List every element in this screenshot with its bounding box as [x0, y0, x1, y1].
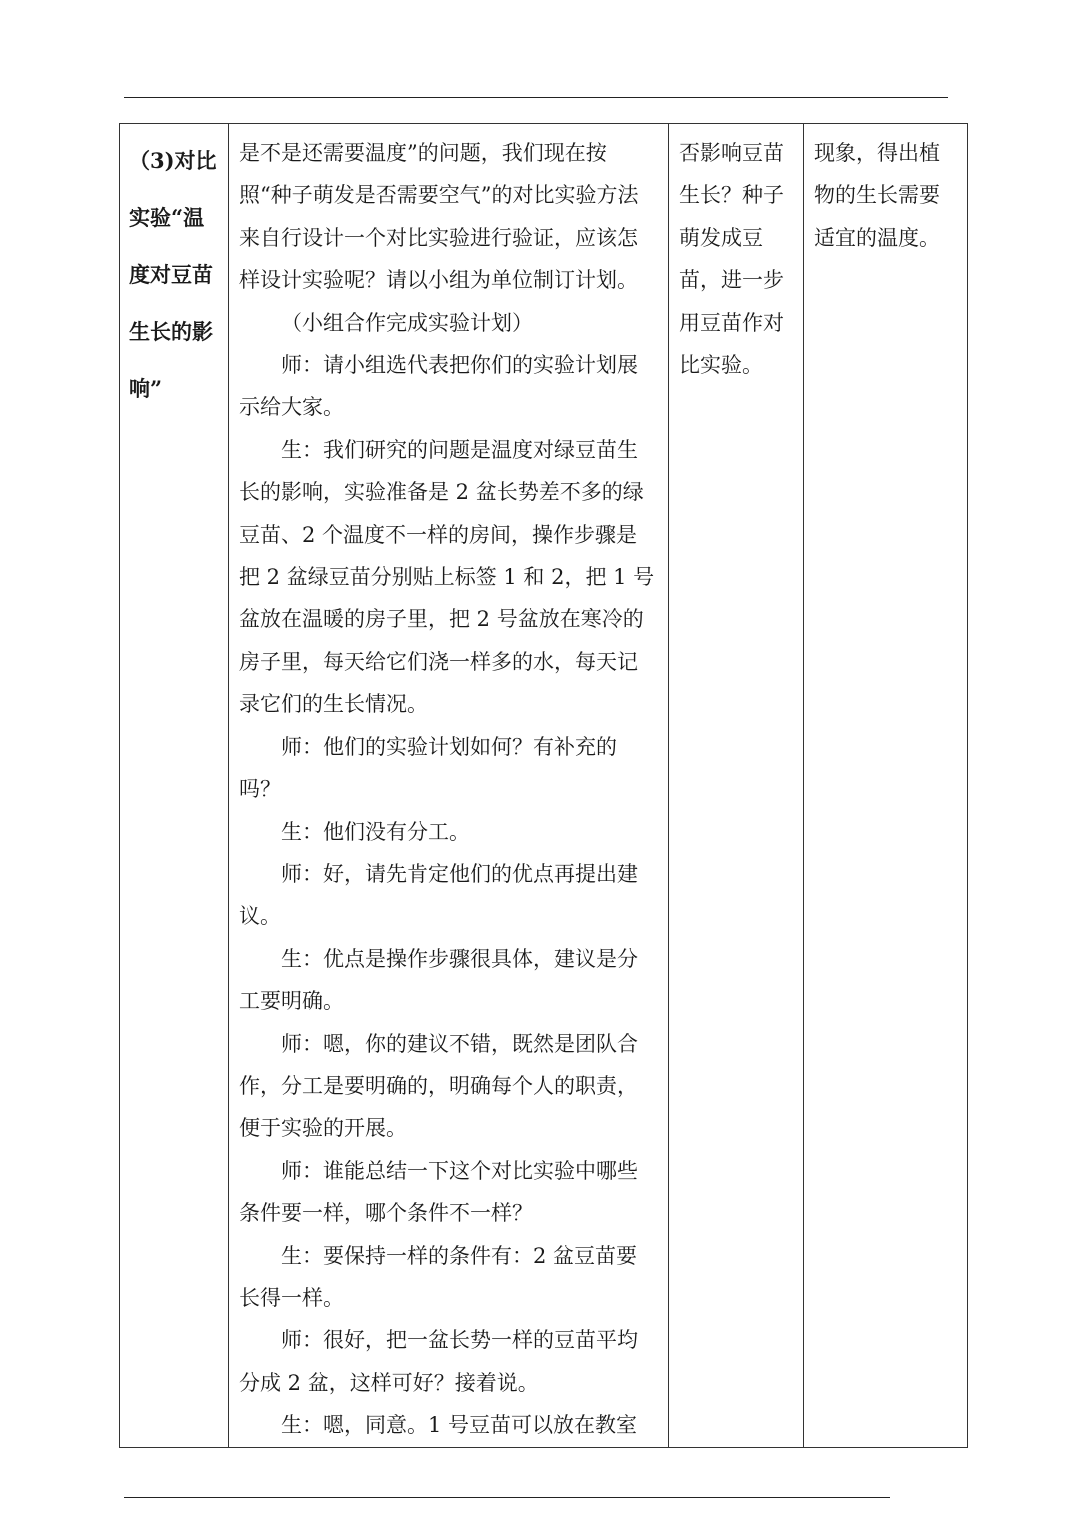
dialogue-paragraph: 师：请小组选代表把你们的实验计划展示给大家。	[239, 353, 638, 420]
header-rule	[124, 97, 948, 98]
dialogue-paragraph: 生：我们研究的问题是温度对绿豆苗生长的影响，实验准备是 2 盆长势差不多的绿豆苗、2 个温度不一样的房间，操作步骤是把 2 盆绿豆苗分别贴上标签 1 和 2，把 1 号盆放在温暖的房子里，把 2 号盆放在寒冷的房子里，每天给它们浇一样多的水，每天记录它们的生长情况。	[239, 437, 655, 717]
dialogue-paragraph: 师：好，请先肯定他们的优点再提出建议。	[239, 861, 638, 929]
dialogue-paragraph: 生：优点是操作步骤很具体，建议是分工要明确。	[239, 946, 638, 1014]
dialogue-paragraph: 师：谁能总结一下这个对比实验中哪些条件要一样，哪个条件不一样？	[239, 1158, 638, 1226]
dialogue-paragraph: 师：他们的实验计划如何？有补充的吗？	[239, 734, 617, 802]
design-intent-cell	[669, 124, 804, 1448]
dialogue-paragraph: 是不是还需要温度”的问题，我们现在按照“种子萌发是否需要空气”的对比实验方法来自行设计一个对比实验进行验证，应该怎样设计实验呢？请以小组为单位制订计划。	[239, 141, 639, 293]
dialogue-paragraph: （小组合作完成实验计划）	[281, 310, 533, 335]
dialogue-paragraph: 生：嗯，同意。1 号豆苗可以放在教室	[281, 1413, 638, 1438]
footer-rule	[124, 1497, 890, 1498]
lesson-plan-table	[119, 123, 968, 1448]
dialogue-paragraph: 生：要保持一样的条件有：2 盆豆苗要长得一样。	[239, 1243, 638, 1310]
notes-cell	[804, 124, 968, 1448]
dialogue-paragraph: 生：他们没有分工。	[281, 819, 470, 844]
teaching-process-cell	[229, 124, 669, 1448]
table-row	[120, 124, 968, 1448]
dialogue-paragraph: 师：嗯，你的建议不错，既然是团队合作，分工是要明确的，明确每个人的职责，便于实验的开展。	[239, 1031, 638, 1141]
activity-title: （3)对比实验“温度对豆苗生长的影响”	[129, 148, 217, 401]
teaching-process-content	[229, 124, 668, 1447]
activity-title-cell	[120, 124, 229, 1448]
notes-text: 现象，得出植物的生长需要适宜的温度。	[814, 141, 940, 250]
design-intent-text: 否影响豆苗生长？种子萌发成豆苗，进一步用豆苗作对比实验。	[679, 141, 784, 378]
dialogue-paragraph: 师：很好，把一盆长势一样的豆苗平均分成 2 盆，这样可好？接着说。	[239, 1328, 638, 1395]
